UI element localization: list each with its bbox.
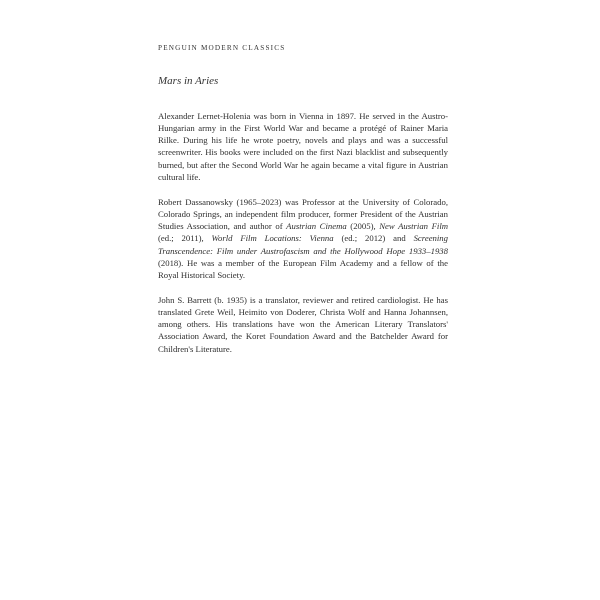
- book-title: Mars in Aries: [158, 75, 219, 87]
- book-title-world-film-locations: World Film Locations: Vienna: [211, 233, 334, 244]
- book-page: [158, 0, 448, 600]
- bio-text: (ed.; 2011),: [158, 233, 212, 244]
- bio-text: (2018). He was a member of the European Film Academy and a fellow of the Royal Historical Society.: [158, 257, 448, 280]
- book-title-new-austrian-film: New Austrian Film: [379, 221, 449, 232]
- book-title-austrian-cinema: Austrian Cinema: [286, 221, 347, 232]
- editor-bio: [158, 196, 448, 281]
- series-heading: PENGUIN MODERN CLASSICS: [158, 44, 286, 52]
- book-title-screening-transcendence: Screening Transcendence: Film under Austrofascism and the Hollywood Hope 1933–1938: [158, 233, 448, 256]
- bio-text: (2005),: [346, 221, 380, 232]
- bio-text: Robert Dassanowsky (1965–2023) was Professor at the University of Colorado, Colorado Springs, an independent film producer, former President of the Austrian Studies Association, and author of: [158, 197, 448, 232]
- author-bio: Alexander Lernet-Holenia was born in Vienna in 1897. He served in the Austro-Hungarian army in the First World War and became a protégé of Rainer Maria Rilke. During his life he wrote poetry, novels and plays and was a successful screenwriter. His books were included on the first Nazi blacklist and subsequently burned, but after the Second World War he again became a vital figure in Austrian cultural life.: [158, 111, 448, 182]
- bio-text: (ed.; 2012) and: [333, 233, 414, 244]
- translator-bio: John S. Barrett (b. 1935) is a translator, reviewer and retired cardiologist. He has translated Grete Weil, Heimito von Doderer, Christa Wolf and Hanna Johannsen, among others. His translations have won the American Literary Translators' Association Award, the Koret Foundation Award and the Batchelder Award for Children's Literature.: [158, 295, 448, 354]
